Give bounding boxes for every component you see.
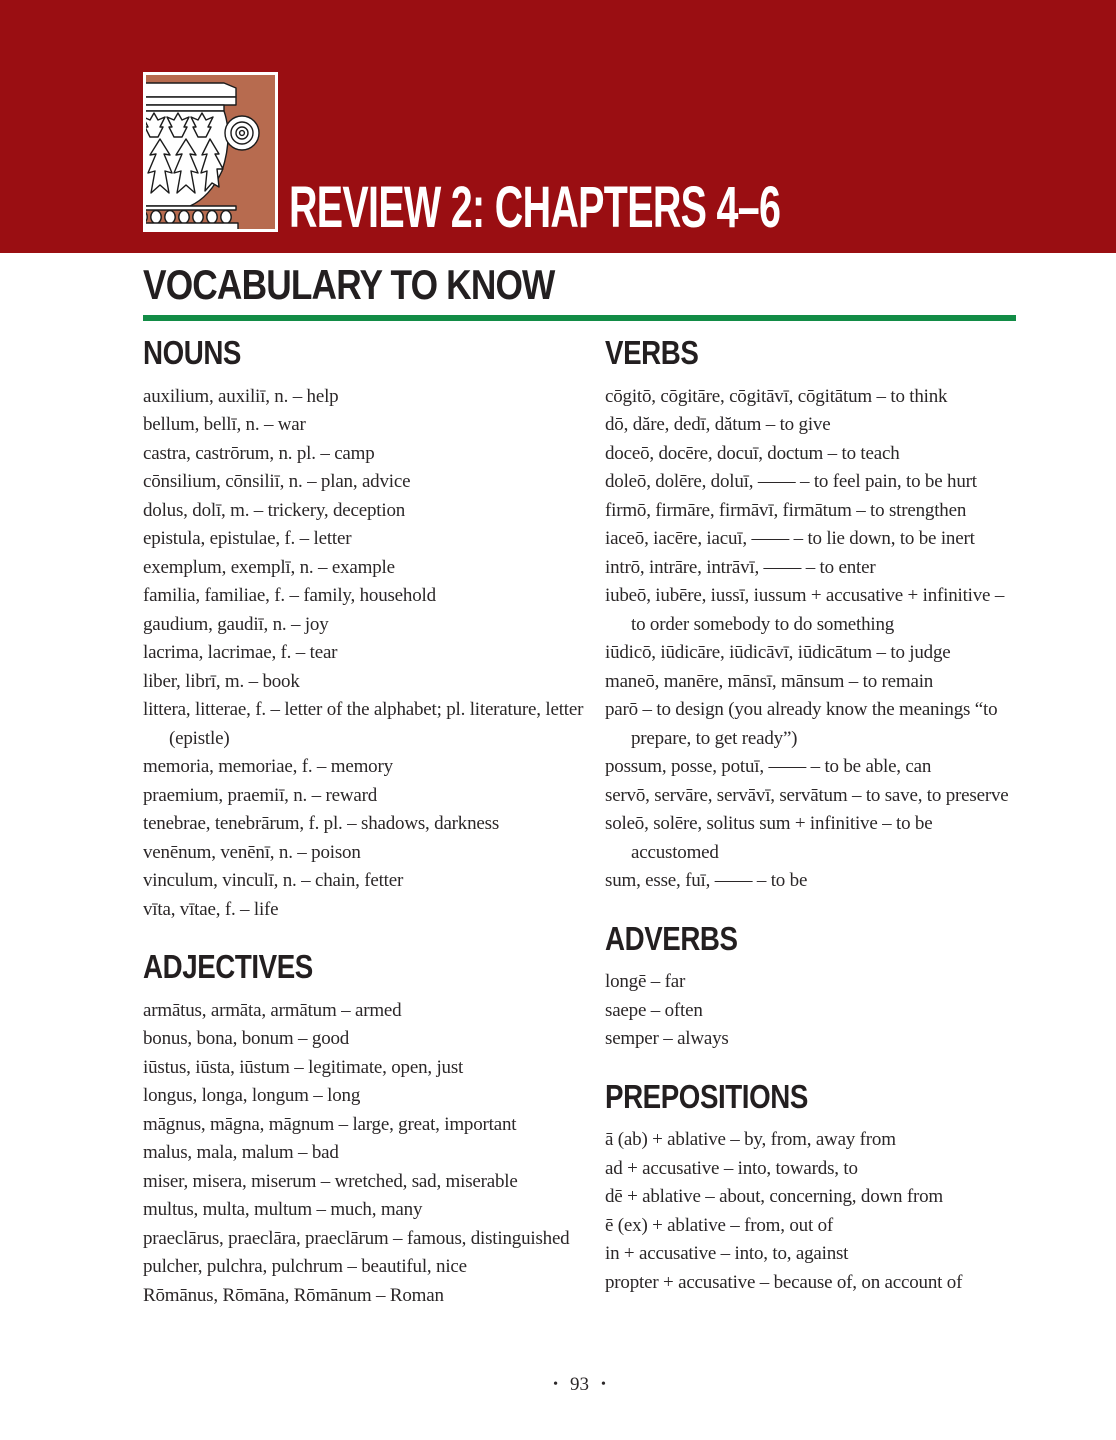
vocab-entry: multus, multa, multum – much, many: [143, 1199, 423, 1221]
vocab-entry: saepe – often: [605, 999, 703, 1021]
section-heading-adverbs: ADVERBS: [605, 919, 738, 957]
prepositions-list: [605, 1126, 1016, 1297]
right-column: [605, 321, 1016, 1310]
page-number: 93: [570, 1374, 589, 1395]
left-column: [143, 321, 595, 1310]
vocab-entry: bellum, bellī, n. – war: [143, 414, 306, 436]
vocab-entry: sum, esse, fuī, —— – to be: [605, 870, 808, 892]
vocab-entry: miser, misera, miserum – wretched, sad, miserable: [143, 1170, 518, 1192]
vocab-entry: praemium, praemiī, n. – reward: [143, 784, 378, 806]
vocab-entry: cōgitō, cōgitāre, cōgitāvī, cōgitātum – to think: [605, 385, 948, 407]
vocab-entry: bonus, bona, bonum – good: [143, 1028, 350, 1050]
vocab-entry: longē – far: [605, 971, 686, 993]
vocab-entry: armātus, armāta, armātum – armed: [143, 999, 402, 1021]
corinthian-capital-icon: [146, 75, 275, 229]
verbs-list: [605, 383, 1016, 896]
vocab-entry: ē (ex) + ablative – from, out of: [605, 1214, 834, 1236]
page-footer: [143, 1374, 1016, 1396]
adjectives-list: [143, 997, 595, 1311]
vocab-entry: vinculum, vinculī, n. – chain, fetter: [143, 870, 404, 892]
vocab-entry: parō – to design (you already know the meanings “to prepare, to get ready”): [605, 699, 998, 749]
vocab-entry: iūdicō, iūdicāre, iūdicāvī, iūdicātum – to judge: [605, 642, 951, 664]
vocab-entry: intrō, intrāre, intrāvī, —— – to enter: [605, 556, 876, 578]
vocab-entry: soleō, solēre, solitus sum + infinitive – to be accustomed: [605, 813, 933, 863]
vocab-entry: dō, dăre, dedī, dătum – to give: [605, 414, 831, 436]
vocab-entry: longus, longa, longum – long: [143, 1085, 361, 1107]
footer-bullet-right: •: [601, 1377, 606, 1392]
vocab-entry: gaudium, gaudiī, n. – joy: [143, 613, 329, 635]
page-heading: VOCABULARY TO KNOW: [143, 261, 555, 308]
vocab-entry: exemplum, exemplī, n. – example: [143, 556, 395, 578]
vocab-entry: iūstus, iūsta, iūstum – legitimate, open, just: [143, 1056, 464, 1078]
vocab-entry: iubeō, iubēre, iussī, iussum + accusative + infinitive – to order somebody to do something: [605, 585, 1005, 635]
vocab-entry: ā (ab) + ablative – by, from, away from: [605, 1129, 896, 1151]
section-heading-verbs: VERBS: [605, 334, 699, 371]
vocab-entry: Rōmānus, Rōmāna, Rōmānum – Roman: [143, 1284, 444, 1306]
vocab-entry: semper – always: [605, 1028, 729, 1050]
vocab-entry: doceō, docēre, docuī, doctum – to teach: [605, 442, 900, 464]
section-heading-prepositions: PREPOSITIONS: [605, 1077, 808, 1115]
footer-bullet-left: •: [553, 1377, 558, 1392]
section-heading-nouns: NOUNS: [143, 334, 242, 371]
vocab-entry: doleō, dolēre, doluī, —— – to feel pain, to be hurt: [605, 471, 977, 493]
vocab-entry: dolus, dolī, m. – trickery, deception: [143, 499, 406, 521]
vocab-entry: māgnus, māgna, māgnum – large, great, important: [143, 1113, 517, 1135]
vocab-entry: possum, posse, potuī, —— – to be able, can: [605, 756, 932, 778]
vocab-entry: epistula, epistulae, f. – letter: [143, 528, 352, 550]
vocab-entry: praeclārus, praeclāra, praeclārum – famous, distinguished: [143, 1227, 570, 1249]
chapter-banner: [0, 0, 1116, 253]
vocab-entry: malus, mala, malum – bad: [143, 1142, 339, 1164]
vocab-entry: memoria, memoriae, f. – memory: [143, 756, 393, 778]
vocab-entry: castra, castrōrum, n. pl. – camp: [143, 442, 375, 464]
section-heading-adjectives: ADJECTIVES: [143, 948, 313, 986]
vocab-entry: cōnsilium, cōnsiliī, n. – plan, advice: [143, 471, 411, 493]
vocab-entry: vīta, vītae, f. – life: [143, 898, 279, 920]
vocab-entry: pulcher, pulchra, pulchrum – beautiful, nice: [143, 1256, 467, 1278]
vocab-entry: littera, litterae, f. – letter of the alphabet; pl. literature, letter (epistle): [143, 699, 584, 749]
vocab-entry: propter + accusative – because of, on account of: [605, 1271, 963, 1293]
vocab-entry: iaceō, iacēre, iacuī, —— – to lie down, to be inert: [605, 528, 975, 550]
vocab-entry: ad + accusative – into, towards, to: [605, 1157, 858, 1179]
vocab-entry: tenebrae, tenebrārum, f. pl. – shadows, darkness: [143, 813, 500, 835]
vocab-entry: firmō, firmāre, firmāvī, firmātum – to strengthen: [605, 499, 967, 521]
vocab-entry: maneō, manēre, mānsī, mānsum – to remain: [605, 670, 934, 692]
vocab-entry: auxilium, auxiliī, n. – help: [143, 385, 339, 407]
chapter-title: REVIEW 2: CHAPTERS 4–6: [289, 175, 781, 240]
vocab-entry: liber, librī, m. – book: [143, 670, 300, 692]
vocab-entry: servō, servāre, servāvī, servātum – to save, to preserve: [605, 784, 1009, 806]
adverbs-list: [605, 968, 1016, 1054]
vocab-entry: venēnum, venēnī, n. – poison: [143, 841, 361, 863]
vocabulary-columns: [143, 321, 1016, 1310]
page-content: [143, 261, 1016, 1310]
vocab-entry: in + accusative – into, to, against: [605, 1243, 849, 1265]
vocab-entry: dē + ablative – about, concerning, down from: [605, 1186, 944, 1208]
nouns-list: [143, 383, 595, 925]
column-capital-illustration: [143, 72, 278, 232]
vocab-entry: lacrima, lacrimae, f. – tear: [143, 642, 338, 664]
vocab-entry: familia, familiae, f. – family, household: [143, 585, 436, 607]
